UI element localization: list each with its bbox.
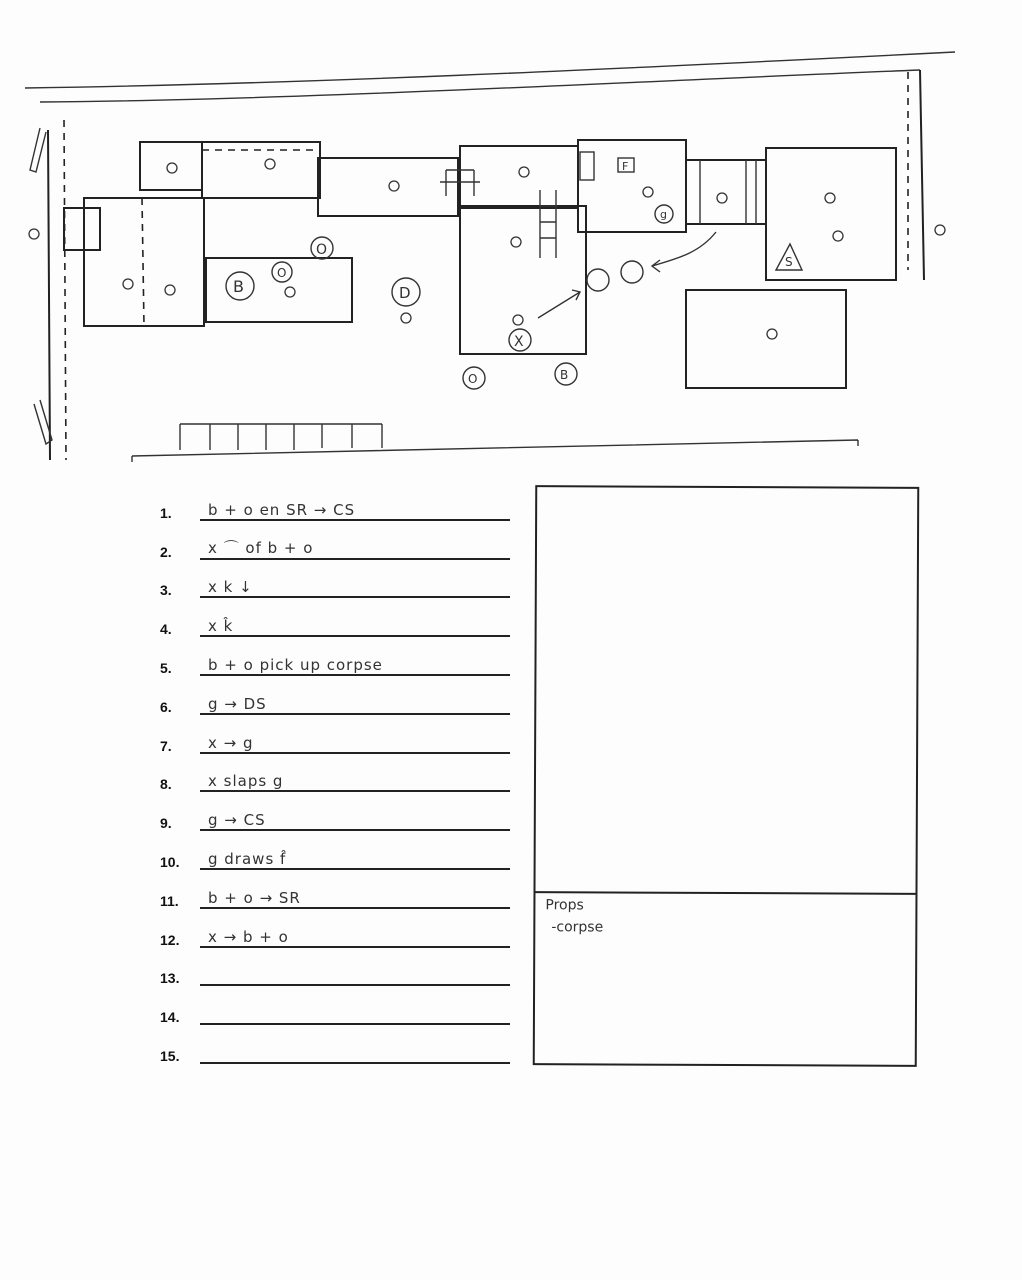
step-line xyxy=(200,650,510,676)
apron-ticks xyxy=(180,424,382,450)
step-line xyxy=(200,689,510,715)
step-number: 13. xyxy=(160,970,180,987)
step-text: g draws f̂ xyxy=(208,849,287,868)
actor-b-bottom xyxy=(555,363,577,385)
svg-text:D: D xyxy=(399,284,411,302)
blocking-step xyxy=(160,488,510,527)
svg-text:g: g xyxy=(660,208,667,221)
actor-o-left xyxy=(272,262,292,282)
arrow-x-to-center xyxy=(538,290,580,318)
svg-text:B: B xyxy=(233,277,244,296)
step-number: 7. xyxy=(160,737,172,754)
stool-left xyxy=(64,208,100,250)
step-number: 8. xyxy=(160,776,172,793)
step-line xyxy=(200,611,510,637)
step-text: g → CS xyxy=(208,811,266,830)
apron-line xyxy=(132,440,858,462)
light-marks xyxy=(29,159,945,339)
step-line xyxy=(200,534,510,560)
svg-text:B: B xyxy=(560,368,569,382)
prop-item: -corpse xyxy=(551,919,604,936)
step-text: b + o → SR xyxy=(208,888,301,907)
actor-b-left xyxy=(226,272,254,300)
actor-s xyxy=(776,244,802,270)
blocking-step xyxy=(160,604,510,643)
step-text: x ⌒ of b + o xyxy=(208,538,314,557)
platform-mid-top xyxy=(318,158,458,216)
svg-text:X: X xyxy=(514,334,524,350)
svg-text:O: O xyxy=(277,266,287,280)
step-number: 10. xyxy=(160,853,180,870)
stage-floor-plan xyxy=(0,0,1022,470)
back-wall-line xyxy=(25,52,955,88)
blocking-step xyxy=(160,798,510,837)
props-list xyxy=(551,919,603,935)
notes-box xyxy=(533,485,920,1067)
blocking-step xyxy=(160,721,510,760)
left-wall xyxy=(48,130,50,460)
actor-g xyxy=(655,205,673,223)
step-text: x k̂ xyxy=(208,617,234,636)
step-number: 15. xyxy=(160,1047,180,1064)
svg-text:F: F xyxy=(622,160,629,173)
actor-d xyxy=(392,278,420,306)
blocking-step xyxy=(160,876,510,915)
step-text: x k ↓ xyxy=(208,578,253,597)
left-wing-dashed xyxy=(64,120,66,460)
blocking-step xyxy=(160,760,510,799)
blocking-step xyxy=(160,837,510,876)
left-door-top xyxy=(30,128,46,172)
steps xyxy=(700,160,756,224)
step-number: 9. xyxy=(160,815,172,832)
step-line xyxy=(200,922,510,948)
platform-left-dashed xyxy=(142,198,144,326)
actor-pair-right xyxy=(587,261,643,291)
step-line xyxy=(200,495,510,521)
step-line xyxy=(200,766,510,792)
step-number: 14. xyxy=(160,1009,180,1026)
step-line xyxy=(200,1038,510,1064)
step-line xyxy=(200,844,510,870)
step-line xyxy=(200,960,510,986)
platform-step xyxy=(686,160,766,224)
svg-text:S: S xyxy=(785,255,793,269)
step-text: x slaps g xyxy=(208,772,284,791)
platform-center-bottom xyxy=(460,206,586,354)
step-line xyxy=(200,999,510,1025)
step-number: 6. xyxy=(160,698,172,715)
step-number: 11. xyxy=(160,892,179,909)
arrow-right-to-o xyxy=(652,232,716,272)
step-line xyxy=(200,728,510,754)
blocking-list xyxy=(160,488,510,1070)
svg-text:O: O xyxy=(316,242,328,258)
step-number: 2. xyxy=(160,543,172,560)
step-text: x → b + o xyxy=(208,927,289,946)
right-wall xyxy=(920,70,924,280)
actor-f xyxy=(618,158,634,173)
blocking-step xyxy=(160,643,510,682)
step-number: 5. xyxy=(160,659,172,676)
step-line xyxy=(200,805,510,831)
actor-o-top xyxy=(311,237,333,259)
blocking-step xyxy=(160,1031,510,1070)
step-number: 3. xyxy=(160,582,172,599)
blocking-step xyxy=(160,915,510,954)
step-number: 1. xyxy=(160,504,172,521)
blocking-step xyxy=(160,954,510,993)
actor-o-bottom xyxy=(463,367,485,389)
blocking-step xyxy=(160,682,510,721)
platform-upper-left xyxy=(140,142,202,190)
step-text: b + o en SR → CS xyxy=(208,500,356,519)
svg-text:O: O xyxy=(468,372,478,386)
ladder xyxy=(540,190,556,258)
step-text: b + o pick up corpse xyxy=(208,655,383,674)
props-title: Props xyxy=(545,897,584,914)
blocking-step xyxy=(160,992,510,1031)
step-text: g → DS xyxy=(208,694,267,713)
platform-downstage-right xyxy=(686,290,846,388)
step-number: 12. xyxy=(160,931,180,948)
blocking-step xyxy=(160,566,510,605)
step-line xyxy=(200,572,510,598)
actor-x xyxy=(509,329,531,351)
box-small xyxy=(580,152,594,180)
step-text: x → g xyxy=(208,733,254,752)
blocking-step xyxy=(160,527,510,566)
step-line xyxy=(200,883,510,909)
notes-divider xyxy=(535,891,915,895)
platform-center-top xyxy=(460,146,578,208)
step-number: 4. xyxy=(160,621,172,638)
